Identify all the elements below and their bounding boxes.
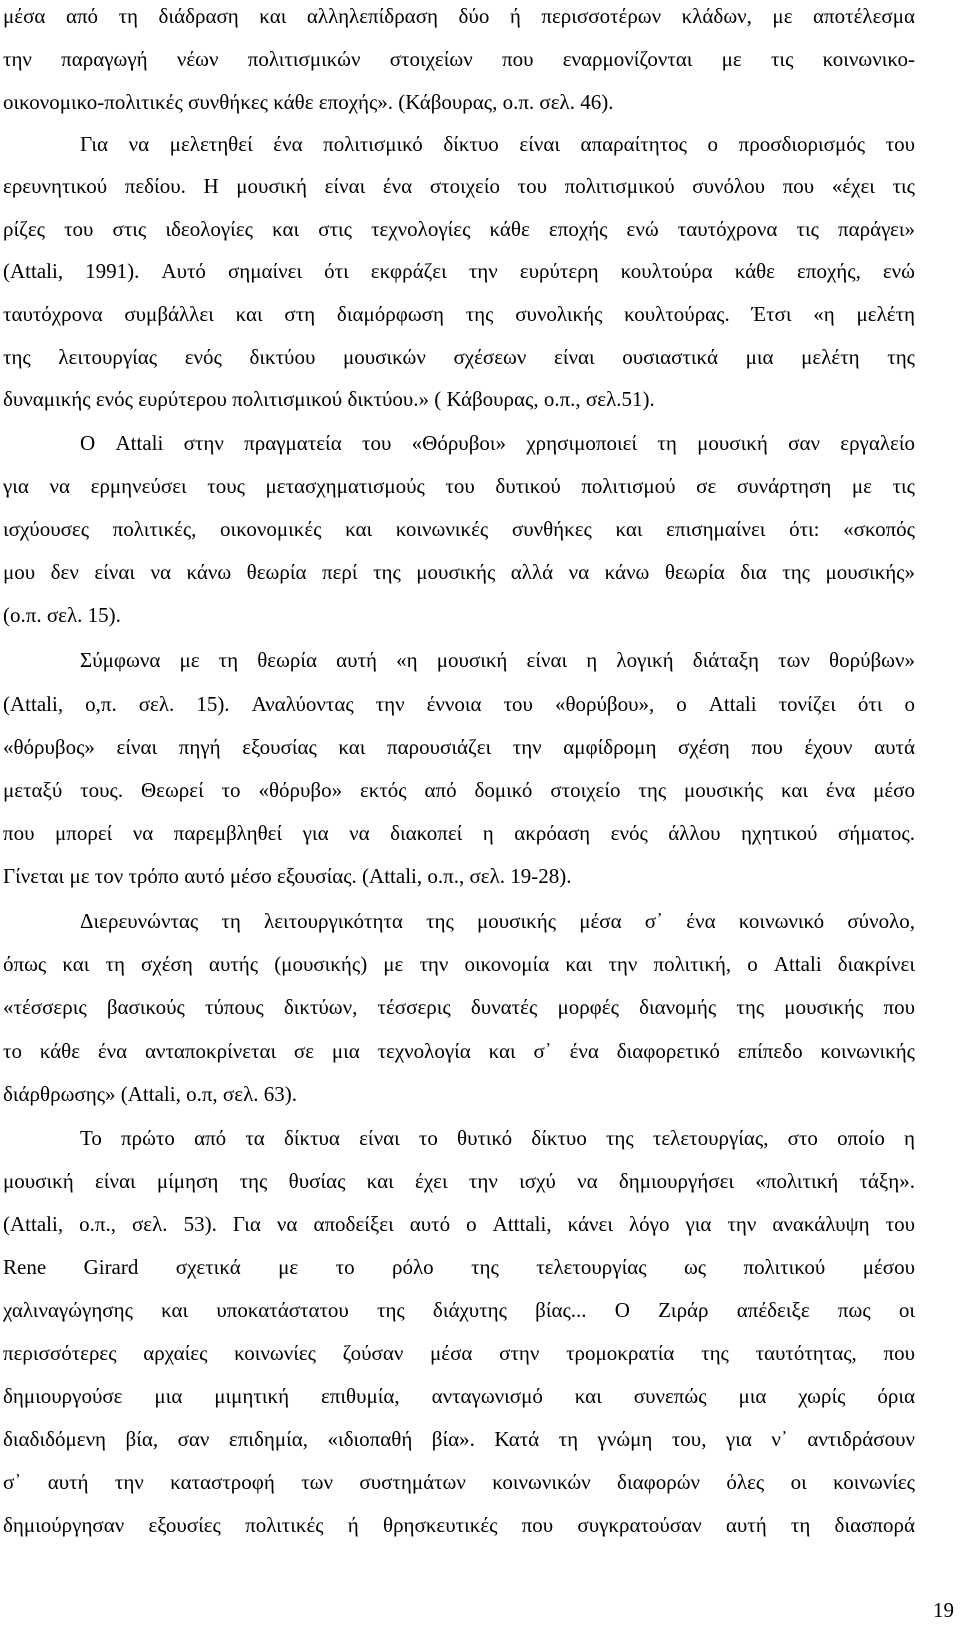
text-line: δημιούργησαν εξουσίες πολιτικές ή θρησκευτικές που συγκρατούσαν αυτή τη διασπορά: [3, 1513, 915, 1537]
text-line: που μπορεί να παρεμβληθεί για να διακοπεί η ακρόαση ενός άλλου ηχητικού σήματος.: [3, 821, 915, 845]
text-line: Σύμφωνα με τη θεωρία αυτή «η μουσική είναι η λογική διάταξη των θορύβων»: [80, 648, 915, 672]
text-line: ρίζες του στις ιδεολογίες και στις τεχνολογίες κάθε εποχής ενώ ταυτόχρονα τις παράγει»: [3, 217, 915, 241]
text-line: διαδιδόμενη βία, σαν επιδημία, «ιδιοπαθή βία». Κατά τη γνώμη του, για ν᾽ αντιδράσουν: [3, 1427, 915, 1451]
text-line: μεταξύ τους. Θεωρεί το «θόρυβο» εκτός από δομικό στοιχείο της μουσικής και ένα μέσο: [3, 778, 915, 802]
text-line: Γίνεται με τον τρόπο αυτό μέσο εξουσίας. (Attali, ο.π., σελ. 19-28).: [3, 864, 572, 888]
text-line: Το πρώτο από τα δίκτυα είναι το θυτικό δίκτυο της τελετουργίας, στο οποίο η: [80, 1126, 915, 1150]
text-line: (ο.π. σελ. 15).: [3, 603, 121, 627]
text-line: Ο Attali στην πραγματεία του «Θόρυβοι» χρησιμοποιεί τη μουσική σαν εργαλείο: [80, 431, 915, 455]
text-line: «τέσσερις βασικούς τύπους δικτύων, τέσσερις δυνατές μορφές διανομής της μουσικής που: [3, 995, 915, 1019]
text-line: περισσότερες αρχαίες κοινωνίες ζούσαν μέσα στην τρομοκρατία της ταυτότητας, που: [3, 1341, 915, 1365]
text-line: ερευνητικού πεδίου. Η μουσική είναι ένα στοιχείο του πολιτισμικού συνόλου που «έχει τις: [3, 174, 915, 198]
text-line: ισχύουσες πολιτικές, οικονομικές και κοινωνικές συνθήκες και επισημαίνει ότι: «σκοπός: [3, 517, 915, 541]
text-line: οικονομικο-πολιτικές συνθήκες κάθε εποχής». (Κάβουρας, ο.π. σελ. 46).: [3, 90, 614, 114]
text-line: (Attali, ο.π., σελ. 53). Για να αποδείξει αυτό ο Atttali, κάνει λόγο για την ανακάλυψη του: [3, 1212, 915, 1236]
text-line: (Attali, 1991). Αυτό σημαίνει ότι εκφράζει την ευρύτερη κουλτούρα κάθε εποχής, ενώ: [3, 259, 915, 283]
text-line: την παραγωγή νέων πολιτισμικών στοιχείων που εναρμονίζονται με τις κοινωνικο-: [3, 47, 915, 71]
text-line: διάρθρωσης» (Attali, ο.π, σελ. 63).: [3, 1082, 297, 1106]
text-line: δυναμικής ενός ευρύτερου πολιτισμικού δικτύου.» ( Κάβουρας, ο.π., σελ.51).: [3, 387, 655, 411]
text-line: χαλιναγώγησης και υποκατάστατου της διάχυτης βίας... Ο Ζιράρ απέδειξε πως οι: [3, 1298, 915, 1322]
text-line: «θόρυβος» είναι πηγή εξουσίας και παρουσιάζει την αμφίδρομη σχέση που έχουν αυτά: [3, 735, 915, 759]
text-line: ταυτόχρονα συμβάλλει και στη διαμόρφωση της συνολικής κουλτούρας. Έτσι «η μελέτη: [3, 302, 915, 326]
page-number: 19: [933, 1598, 954, 1622]
text-line: Διερευνώντας τη λειτουργικότητα της μουσικής μέσα σ᾽ ένα κοινωνικό σύνολο,: [80, 909, 915, 933]
text-line: Rene Girard σχετικά με το ρόλο της τελετουργίας ως πολιτικού μέσου: [3, 1255, 915, 1279]
text-line: το κάθε ένα ανταποκρίνεται σε μια τεχνολογία και σ᾽ ένα διαφορετικό επίπεδο κοινωνικής: [3, 1039, 915, 1063]
text-line: για να ερμηνεύσει τους μετασχηματισμούς του δυτικού πολιτισμού σε συνάρτηση με τις: [3, 474, 915, 498]
text-line: (Attali, ο,π. σελ. 15). Αναλύοντας την έννοια του «θορύβου», ο Attali τονίζει ότι ο: [3, 692, 915, 716]
text-line: σ᾽ αυτή την καταστροφή των συστημάτων κοινωνικών διαφορών όλες οι κοινωνίες: [3, 1470, 915, 1494]
text-line: μουσική είναι μίμηση της θυσίας και έχει την ισχύ να δημιουργήσει «πολιτική τάξη».: [3, 1169, 915, 1193]
text-line: μέσα από τη διάδραση και αλληλεπίδραση δύο ή περισσοτέρων κλάδων, με αποτέλεσμα: [3, 4, 915, 28]
text-line: μου δεν είναι να κάνω θεωρία περί της μουσικής αλλά να κάνω θεωρία δια της μουσικής»: [3, 560, 915, 584]
text-line: της λειτουργίας ενός δικτύου μουσικών σχέσεων είναι ουσιαστικά μια μελέτη της: [3, 345, 915, 369]
text-line: Για να μελετηθεί ένα πολιτισμικό δίκτυο είναι απαραίτητος ο προσδιορισμός του: [80, 132, 915, 156]
text-line: όπως και τη σχέση αυτής (μουσικής) με την οικονομία και την πολιτική, ο Attali διακρίνει: [3, 952, 915, 976]
text-line: δημιουργούσε μια μιμητική επιθυμία, ανταγωνισμό και συνεπώς μια χωρίς όρια: [3, 1384, 915, 1408]
